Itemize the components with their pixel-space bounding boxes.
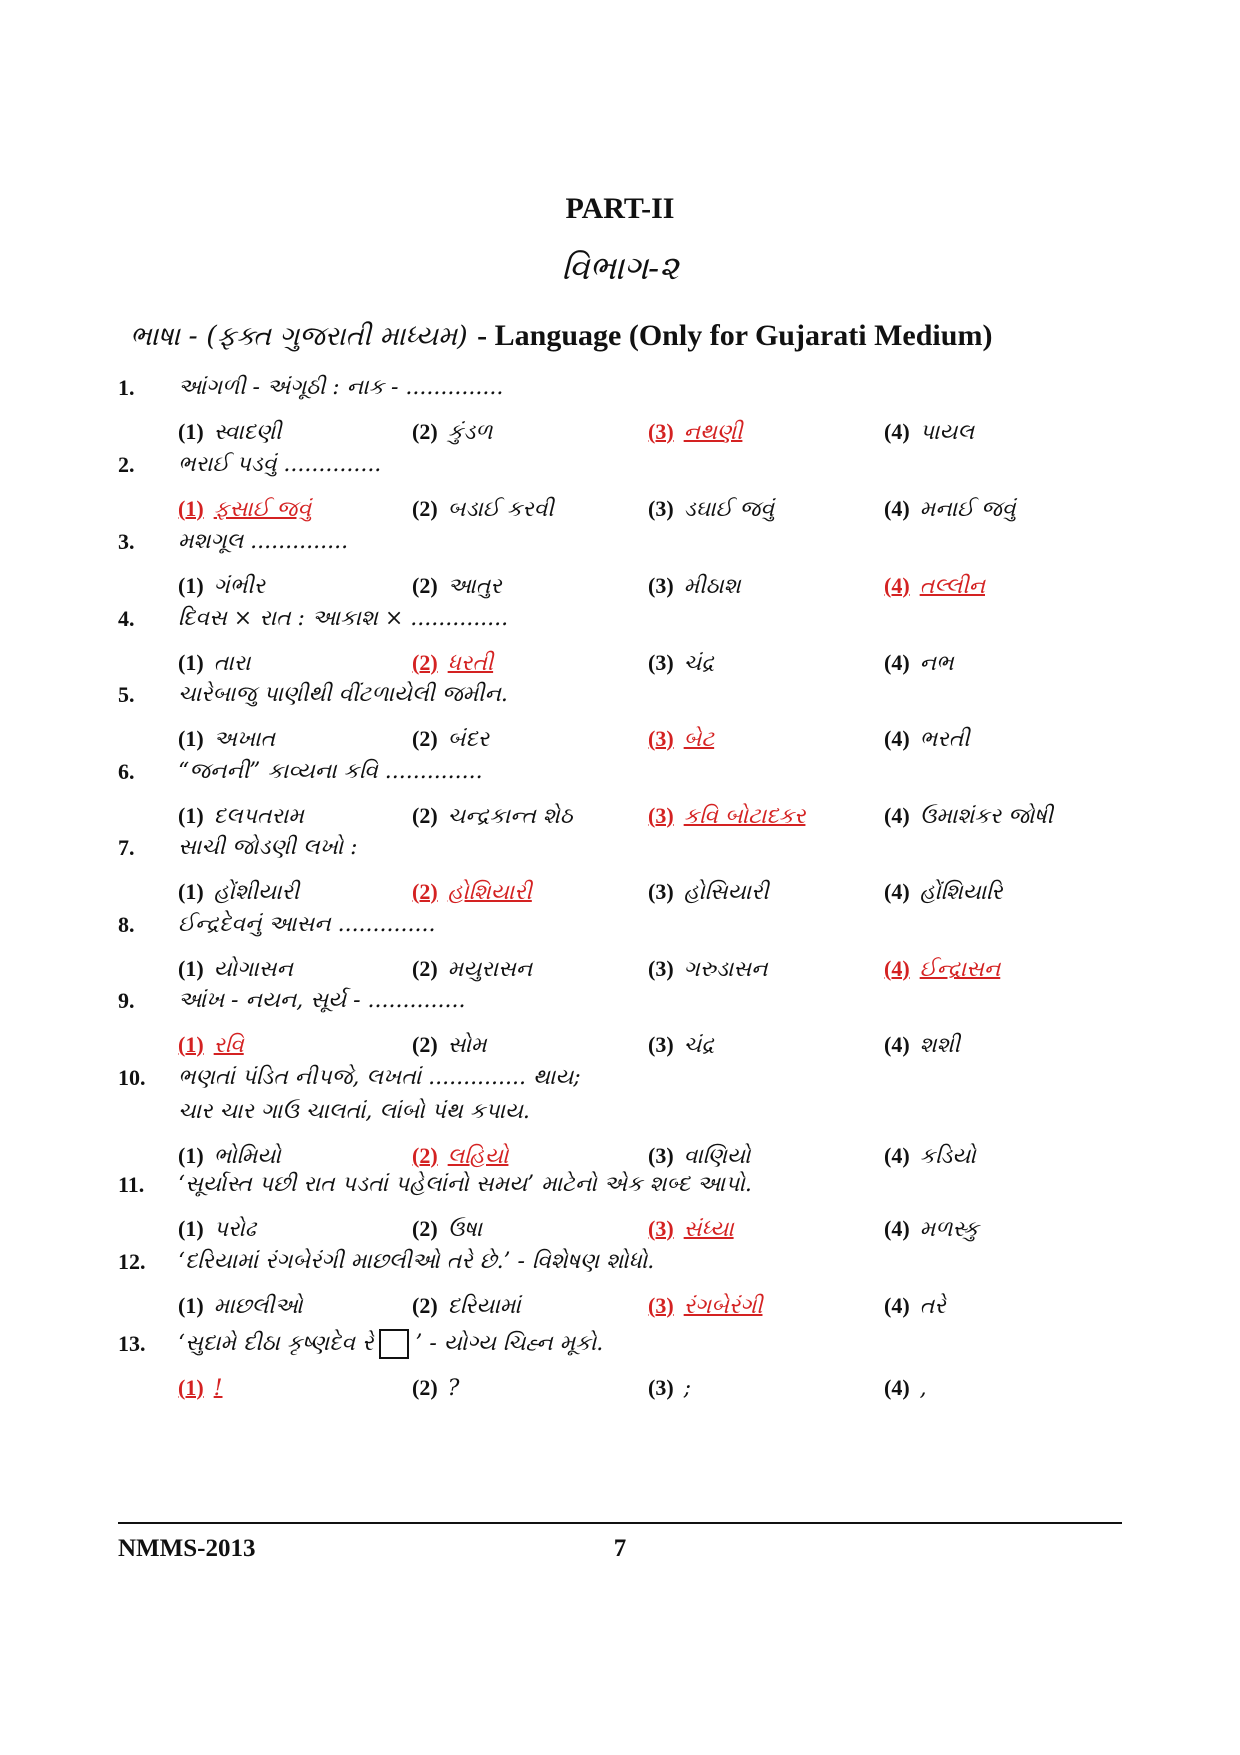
option (884, 646, 954, 681)
option-text: પાયલ (919, 420, 974, 445)
option-label: (3) (648, 496, 674, 521)
option-label: (1) (178, 1375, 204, 1400)
option-text: અખાત (213, 727, 275, 752)
section-heading-gujarati: ભાષા - (ફક્ત ગુજરાતી માધ્યમ) (130, 321, 468, 352)
option-text: કવિ બોટાદકર (683, 804, 806, 829)
option-label: (1) (178, 803, 204, 828)
question-number: 1. (118, 375, 135, 400)
option-row (118, 492, 1128, 526)
option (178, 569, 265, 604)
option-text: ફસાઈ જવું (213, 497, 312, 522)
option (412, 1289, 521, 1324)
option-text: ડઘાઈ જવું (683, 497, 774, 522)
option-text: સ્વાદણી (213, 420, 282, 445)
question-stem (118, 1245, 1128, 1279)
option-text: ચંદ્ર (683, 1033, 715, 1058)
option-row (118, 415, 1128, 449)
question-text: મશગૂલ .............. (178, 529, 349, 554)
option-label: (1) (178, 956, 204, 981)
option (412, 799, 573, 834)
option (648, 569, 741, 604)
question-number: 3. (118, 529, 135, 554)
option-text: ગંભીર (213, 574, 265, 599)
question-number: 13. (118, 1331, 146, 1356)
option-text: કુંડળ (447, 420, 493, 445)
option-label: (1) (178, 650, 204, 675)
question-12 (118, 1245, 1128, 1323)
part-title-gujarati: વિભાગ-૨ (561, 248, 679, 287)
option-label: (4) (884, 419, 910, 444)
option-text: બેટ (683, 727, 715, 752)
question-number: 8. (118, 912, 135, 937)
option-text: નભ (919, 651, 954, 676)
question-text: “જનની” કાવ્યના કવિ .............. (178, 759, 483, 784)
option-text: મીઠાશ (683, 574, 741, 599)
option-label: (1) (178, 1293, 204, 1318)
option (412, 492, 554, 527)
footer-divider (118, 1522, 1122, 1524)
option-text: તલ્લીન (919, 574, 985, 599)
page-number: 7 (613, 1535, 627, 1562)
question-text: ‘સૂર્યાસ્ત પછી રાત પડતાં પહેલાંનો સમય’ માટેનો એક શબ્દ આપો. (178, 1172, 752, 1197)
option (178, 1289, 303, 1324)
question-stem (118, 602, 1128, 636)
option-text: ધરતી (447, 651, 494, 676)
option-label: (1) (178, 419, 204, 444)
question-stem (118, 1168, 1128, 1202)
option-correct (648, 722, 714, 757)
option-text: પરોઢ (213, 1217, 256, 1242)
option-correct (178, 1028, 244, 1063)
option-correct (648, 1289, 762, 1324)
option-row (118, 1371, 1128, 1405)
option-label: (4) (884, 1143, 910, 1168)
option (884, 1371, 927, 1406)
question-text: દિવસ × રાત : આકાશ × .............. (178, 606, 509, 631)
option-row (118, 799, 1128, 833)
question-2 (118, 448, 1128, 526)
question-stem (118, 755, 1128, 789)
question-number: 12. (118, 1249, 146, 1274)
part-title: PART-II (565, 192, 675, 225)
option (884, 1212, 979, 1247)
option (648, 492, 774, 527)
option (178, 952, 293, 987)
question-number: 5. (118, 682, 135, 707)
option-label: (4) (884, 956, 910, 981)
option-label: (1) (178, 1143, 204, 1168)
option-label: (1) (178, 726, 204, 751)
question-stem (118, 1061, 1128, 1129)
question-text: ઈન્દ્રદેવનું આસન .............. (178, 912, 436, 937)
option-text: મનાઈ જવું (919, 497, 1016, 522)
option (884, 492, 1015, 527)
question-number: 7. (118, 835, 135, 860)
option-label: (3) (648, 1032, 674, 1057)
option (884, 722, 970, 757)
option (178, 415, 281, 450)
question-text: ચારેબાજુ પાણીથી વીંટળાયેલી જમીન. (178, 682, 508, 707)
option-text: સોમ (447, 1033, 487, 1058)
option-label: (3) (648, 419, 674, 444)
option-label: (3) (648, 879, 674, 904)
option-label: (2) (412, 1293, 438, 1318)
option (412, 415, 492, 450)
question-text: આંગળી - અંગૂઠી : નાક - .............. (178, 375, 504, 400)
question-text (178, 1327, 603, 1361)
option-correct (648, 799, 805, 834)
option-text: બડાઈ કરવી (447, 497, 554, 522)
option-text: ! (213, 1376, 223, 1401)
option-label: (3) (648, 1375, 674, 1400)
question-stem (118, 908, 1128, 942)
option-text: ભરતી (919, 727, 970, 752)
question-1 (118, 371, 1128, 449)
option-label: (1) (178, 496, 204, 521)
question-text: ભણતાં પંડિત નીપજે, લખતાં .............. થાય; (178, 1065, 581, 1090)
option-text: હોસિયારી (683, 880, 769, 905)
option-label: (2) (412, 1143, 438, 1168)
option-label: (4) (884, 496, 910, 521)
option-label: (4) (884, 650, 910, 675)
option (884, 415, 974, 450)
question-number: 9. (118, 988, 135, 1013)
option-label: (1) (178, 573, 204, 598)
question-11 (118, 1168, 1128, 1246)
option-label: (4) (884, 1216, 910, 1241)
option-label: (4) (884, 879, 910, 904)
option-label: (2) (412, 879, 438, 904)
option-text: દરિયામાં (447, 1294, 521, 1319)
option-text: શશી (919, 1033, 960, 1058)
question-stem (118, 448, 1128, 482)
option-correct (178, 492, 311, 527)
question-stem (118, 678, 1128, 712)
option-label: (2) (412, 573, 438, 598)
option-text: હોશિયારી (447, 880, 532, 905)
option-label: (2) (412, 1375, 438, 1400)
option-text: તરે (919, 1294, 946, 1319)
option (648, 1028, 714, 1063)
option-label: (4) (884, 1032, 910, 1057)
question-13 (118, 1327, 1128, 1405)
question-text: ભરાઈ પડવું .............. (178, 452, 382, 477)
question-number: 2. (118, 452, 135, 477)
option (884, 1028, 960, 1063)
option-correct (412, 646, 493, 681)
option-label: (2) (412, 650, 438, 675)
option-text: રંગબેરંગી (683, 1294, 763, 1319)
option-label: (1) (178, 1032, 204, 1057)
option-label: (2) (412, 1032, 438, 1057)
option-label: (2) (412, 726, 438, 751)
option-row (118, 1289, 1128, 1323)
option-row (118, 569, 1128, 603)
option-label: (4) (884, 1293, 910, 1318)
option-label: (1) (178, 1216, 204, 1241)
option (884, 1289, 946, 1324)
option (412, 569, 502, 604)
question-text-line2: ચાર ચાર ગાઉ ચાલતાં, લાંબો પંથ કપાય. (178, 1099, 530, 1124)
option-text: નથણી (683, 420, 743, 445)
option-text: સંધ્યા (683, 1217, 734, 1242)
option-label: (4) (884, 1375, 910, 1400)
option-label: (4) (884, 573, 910, 598)
option-correct (648, 415, 742, 450)
option-label: (1) (178, 879, 204, 904)
option-label: (3) (648, 1143, 674, 1168)
option (178, 799, 304, 834)
option (178, 875, 299, 910)
option-label: (4) (884, 726, 910, 751)
question-8 (118, 908, 1128, 986)
option-text: , (919, 1376, 927, 1401)
option-text: ભોમિયો (213, 1144, 281, 1169)
question-3 (118, 525, 1128, 603)
question-stem (118, 525, 1128, 559)
question-number: 10. (118, 1065, 146, 1090)
option-label: (3) (648, 803, 674, 828)
option-text: બંદર (447, 727, 489, 752)
question-stem (118, 1327, 1128, 1361)
option-text: માછલીઓ (213, 1294, 303, 1319)
question-text-before: ‘સુદામે દીઠા કૃષ્ણદેવ રે (178, 1331, 374, 1356)
question-stem (118, 984, 1128, 1018)
option (648, 875, 769, 910)
option-text: ગરુડાસન (683, 957, 768, 982)
option-label: (3) (648, 1216, 674, 1241)
question-text: સાચી જોડણી લખો : (178, 835, 358, 860)
question-stem (118, 371, 1128, 405)
option-label: (3) (648, 726, 674, 751)
option-text: દલપતરામ (213, 804, 304, 829)
option (648, 646, 714, 681)
option (412, 1371, 459, 1406)
option-label: (4) (884, 803, 910, 828)
question-number: 6. (118, 759, 135, 784)
option (178, 1212, 256, 1247)
option-row (118, 722, 1128, 756)
option-text: યોગાસન (213, 957, 293, 982)
option-text: મયુરાસન (447, 957, 533, 982)
option-label: (3) (648, 650, 674, 675)
question-stem (118, 831, 1128, 865)
option-text: રવિ (213, 1033, 244, 1058)
question-text: ‘દરિયામાં રંગબેરંગી માછલીઓ તરે છે.’ - વિશેષણ શોધો. (178, 1249, 655, 1274)
option-text: ઉષા (447, 1217, 482, 1242)
option (178, 722, 275, 757)
option-correct (884, 569, 985, 604)
option-label: (2) (412, 956, 438, 981)
option (412, 1028, 487, 1063)
exam-code: NMMS-2013 (118, 1535, 256, 1562)
option-text: હોંશીયારી (213, 880, 300, 905)
option-text: ચંદ્ર (683, 651, 715, 676)
option-row (118, 1212, 1128, 1246)
option-text: ઉમાશંકર જોષી (919, 804, 1053, 829)
blank-box (379, 1329, 409, 1359)
option-text: ઈન્દ્રાસન (919, 957, 1001, 982)
option-text: વાણિયો (683, 1144, 751, 1169)
option-row (118, 646, 1128, 680)
option-correct (884, 952, 1000, 987)
question-5 (118, 678, 1128, 756)
section-heading (130, 318, 1130, 353)
question-9 (118, 984, 1128, 1062)
option (648, 952, 768, 987)
option (884, 875, 1003, 910)
option-text: લહિયો (447, 1144, 509, 1169)
question-text: આંખ - નયન, સૂર્ય - .............. (178, 988, 466, 1013)
option-text: ? (447, 1376, 460, 1401)
option-row (118, 875, 1128, 909)
question-7 (118, 831, 1128, 909)
option-row (118, 1028, 1128, 1062)
option-label: (3) (648, 573, 674, 598)
question-6 (118, 755, 1128, 833)
option-label: (2) (412, 1216, 438, 1241)
option-text: ; (683, 1376, 692, 1401)
option-label: (2) (412, 419, 438, 444)
option-label: (2) (412, 496, 438, 521)
option (884, 799, 1053, 834)
option-text: કડિયો (919, 1144, 976, 1169)
option-text: હોંશિયારિ (919, 880, 1003, 905)
option-correct (178, 1371, 223, 1406)
option-text: ચન્દ્રકાન્ત શેઠ (447, 804, 573, 829)
question-10 (118, 1061, 1128, 1173)
question-text-after: ’ - યોગ્ય ચિહ્ન મૂકો. (415, 1331, 604, 1356)
option-text: આતુર (447, 574, 502, 599)
option-label: (3) (648, 956, 674, 981)
option-correct (648, 1212, 734, 1247)
option-row (118, 952, 1128, 986)
option (412, 722, 489, 757)
option-label: (3) (648, 1293, 674, 1318)
option-label: (2) (412, 803, 438, 828)
option-correct (412, 875, 532, 910)
option (648, 1371, 691, 1406)
question-4 (118, 602, 1128, 680)
question-number: 4. (118, 606, 135, 631)
option-text: તારા (213, 651, 251, 676)
option (412, 952, 532, 987)
option-text: મળસ્કુ (919, 1217, 979, 1242)
option (178, 646, 250, 681)
option (412, 1212, 482, 1247)
question-number: 11. (118, 1172, 145, 1197)
section-heading-english: - Language (Only for Gujarati Medium) (477, 319, 993, 352)
